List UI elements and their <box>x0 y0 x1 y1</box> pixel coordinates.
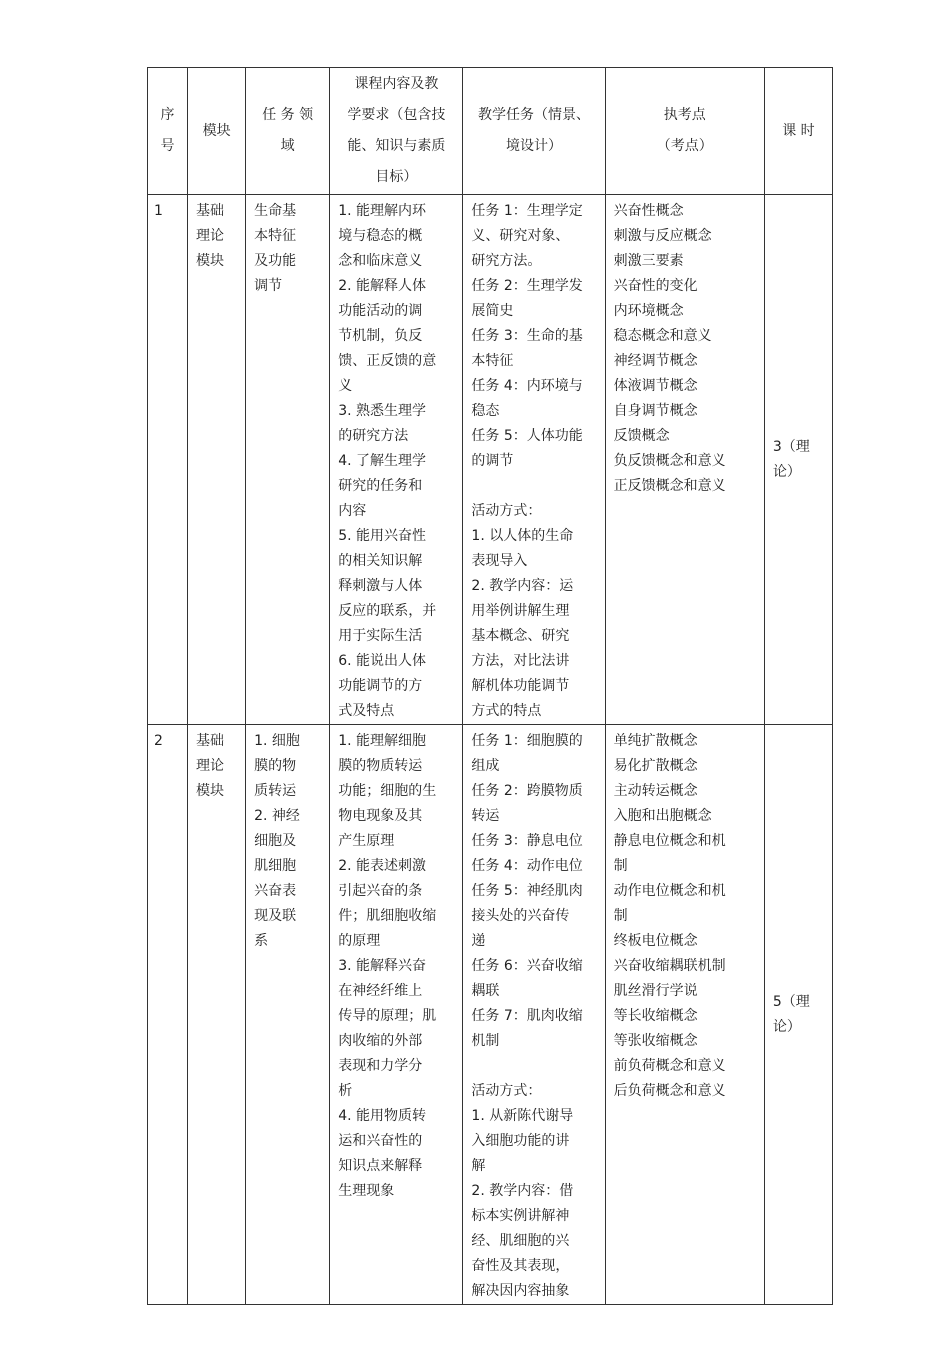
cell-line: 本特征 <box>471 353 514 369</box>
header-module <box>188 68 246 195</box>
cell-line: 任务 4：内环境与 <box>471 378 583 394</box>
cell-line: 质转运 <box>254 783 297 799</box>
cell-line: 用于实际生活 <box>338 628 423 644</box>
cell-line: 调节 <box>254 278 283 294</box>
cell-line: 6. 能说出人体 <box>338 653 427 669</box>
cell-line: 4. 能用物质转 <box>338 1108 427 1124</box>
cell-line: 基本概念、研究 <box>471 628 570 644</box>
cell-seq <box>148 725 188 1305</box>
cell-module <box>188 725 246 1305</box>
cell-line: 4. 了解生理学 <box>338 453 427 469</box>
cell-line: 易化扩散概念 <box>613 758 698 774</box>
cell-line: 耦联 <box>471 983 500 999</box>
cell-line: 生理现象 <box>338 1183 395 1199</box>
cell-line: 任务 3：生命的基 <box>471 328 583 344</box>
cell-line: 内容 <box>338 503 367 519</box>
cell-line: 1. 能理解内环 <box>338 203 427 219</box>
cell-line: 的研究方法 <box>338 428 409 444</box>
cell-line: 义 <box>338 378 353 394</box>
cell-line: 运和兴奋性的 <box>338 1133 423 1149</box>
cell-line: 理论 <box>196 228 225 244</box>
cell-line: 产生原理 <box>338 833 395 849</box>
cell-line: 号 <box>160 138 175 154</box>
cell-line: 前负荷概念和意义 <box>613 1058 726 1074</box>
cell-line: 解决因内容抽象 <box>471 1283 570 1299</box>
table-row <box>148 725 833 1305</box>
cell-line: 自身调节概念 <box>613 403 698 419</box>
cell-line: 系 <box>254 933 269 949</box>
cell-line: 研究方法。 <box>471 253 542 269</box>
cell-line <box>471 474 598 499</box>
cell-line: 终板电位概念 <box>613 933 698 949</box>
header-points <box>605 68 764 195</box>
cell-line: 兴奋表 <box>254 883 297 899</box>
cell-line: 兴奋收缩耦联机制 <box>613 958 726 974</box>
cell-line: 传导的原理；肌 <box>338 1008 437 1024</box>
cell-points <box>605 195 764 725</box>
header-domain <box>246 68 330 195</box>
cell-line: 内环境概念 <box>613 303 684 319</box>
cell-line: 标本实例讲解神 <box>471 1208 570 1224</box>
cell-line: 能、知识与素质 <box>347 138 446 154</box>
cell-task <box>463 195 605 725</box>
cell-line: 动作电位概念和机 <box>613 883 726 899</box>
cell-line: 刺激三要素 <box>613 253 684 269</box>
cell-line: 在神经纤维上 <box>338 983 423 999</box>
cell-line: 1. 以人体的生命 <box>471 528 574 544</box>
cell-line: 域 <box>280 138 295 154</box>
cell-line: 2. 能解释人体 <box>338 278 427 294</box>
header-row <box>148 68 833 195</box>
cell-task <box>463 725 605 1305</box>
cell-line: 任务 2：生理学发 <box>471 278 583 294</box>
cell-points <box>605 725 764 1305</box>
cell-line: 的调节 <box>471 453 514 469</box>
cell-line: 经、肌细胞的兴 <box>471 1233 570 1249</box>
cell-line: 任务 7：肌肉收缩 <box>471 1008 583 1024</box>
cell-line: 境设计） <box>506 138 563 154</box>
cell-line: 模块 <box>196 783 225 799</box>
cell-line: 等长收缩概念 <box>613 1008 698 1024</box>
cell-line: 活动方式： <box>471 503 542 519</box>
cell-line: 课 时 <box>782 122 815 139</box>
table-row <box>148 195 833 725</box>
cell-line: 序 <box>160 107 175 123</box>
header-content <box>330 68 463 195</box>
cell-line: 任务 5：神经肌肉 <box>471 883 583 899</box>
cell-line: 教学任务（情景、 <box>478 107 591 123</box>
cell-line: 3（理 <box>772 438 810 455</box>
cell-line: 单纯扩散概念 <box>613 733 698 749</box>
cell-line: 肉收缩的外部 <box>338 1033 423 1049</box>
cell-line: 5. 能用兴奋性 <box>338 528 427 544</box>
seq-number: 2 <box>154 733 163 749</box>
cell-line: 生命基 <box>254 203 297 219</box>
cell-line: 2. 教学内容：借 <box>471 1183 574 1199</box>
cell-line: 用举例讲解生理 <box>471 603 570 619</box>
cell-line: 式及特点 <box>338 703 395 719</box>
cell-line: 知识点来解释 <box>338 1158 423 1174</box>
cell-line: 论） <box>772 463 801 480</box>
cell-line: 义、研究对象、 <box>471 228 570 244</box>
cell-line: 正反馈概念和意义 <box>613 478 726 494</box>
cell-line: 2. 教学内容：运 <box>471 578 574 594</box>
cell-line: 引起兴奋的条 <box>338 883 423 899</box>
cell-hours <box>764 725 832 1305</box>
cell-line: 神经调节概念 <box>613 353 698 369</box>
cell-module <box>188 195 246 725</box>
cell-line: 后负荷概念和意义 <box>613 1083 726 1099</box>
cell-line: 机制 <box>471 1033 500 1049</box>
cell-line: 解 <box>471 1158 486 1174</box>
cell-line: 稳态 <box>471 403 500 419</box>
cell-line: 课程内容及教 <box>354 76 439 92</box>
cell-line: 兴奋性概念 <box>613 203 684 219</box>
cell-line: 模块 <box>202 122 231 139</box>
cell-line: 件；肌细胞收缩 <box>338 908 437 924</box>
cell-line: 入细胞功能的讲 <box>471 1133 570 1149</box>
cell-line: 念和临床意义 <box>338 253 423 269</box>
cell-line: 奋性及其表现， <box>471 1258 570 1274</box>
cell-line: 及功能 <box>254 253 297 269</box>
cell-line: 功能活动的调 <box>338 303 423 319</box>
cell-line: 功能；细胞的生 <box>338 783 437 799</box>
cell-line: 反馈概念 <box>613 428 670 444</box>
cell-line: 馈、正反馈的意 <box>338 353 437 369</box>
cell-line: 任务 4：动作电位 <box>471 858 583 874</box>
cell-line: 2. 能表述刺激 <box>338 858 427 874</box>
cell-line: 体液调节概念 <box>613 378 698 394</box>
cell-line: 1. 细胞 <box>254 733 300 749</box>
cell-line: 3. 熟悉生理学 <box>338 403 427 419</box>
curriculum-table <box>147 67 833 1305</box>
cell-line: 刺激与反应概念 <box>613 228 712 244</box>
cell-line: 境与稳态的概 <box>338 228 423 244</box>
cell-line: 展简史 <box>471 303 514 319</box>
cell-line: 细胞及 <box>254 833 297 849</box>
cell-line: 负反馈概念和意义 <box>613 453 726 469</box>
cell-line: 任 务 领 <box>262 107 314 123</box>
header-seq <box>148 68 188 195</box>
cell-line: 任务 5：人体功能 <box>471 428 583 444</box>
cell-domain <box>246 725 330 1305</box>
cell-line: 模块 <box>196 253 225 269</box>
cell-line: 节机制，负反 <box>338 328 423 344</box>
cell-line: 静息电位概念和机 <box>613 833 726 849</box>
cell-content <box>330 725 463 1305</box>
cell-line <box>471 1054 598 1079</box>
cell-line: 学要求（包含技 <box>347 107 446 123</box>
header-task <box>463 68 605 195</box>
cell-line: 转运 <box>471 808 500 824</box>
cell-seq <box>148 195 188 725</box>
cell-line: 基础 <box>196 733 225 749</box>
seq-number: 1 <box>154 203 163 219</box>
cell-line: 活动方式： <box>471 1083 542 1099</box>
cell-line: 表现导入 <box>471 553 528 569</box>
cell-line: 5（理 <box>772 993 810 1010</box>
cell-line: 任务 3：静息电位 <box>471 833 583 849</box>
cell-line: 任务 1：生理学定 <box>471 203 583 219</box>
cell-content <box>330 195 463 725</box>
cell-line: 目标） <box>375 169 418 185</box>
cell-line: 释刺激与人体 <box>338 578 423 594</box>
cell-line: 物电现象及其 <box>338 808 423 824</box>
cell-line: 肌丝滑行学说 <box>613 983 698 999</box>
cell-line: 稳态概念和意义 <box>613 328 712 344</box>
cell-line: 主动转运概念 <box>613 783 698 799</box>
cell-line: 理论 <box>196 758 225 774</box>
cell-line: 方式的特点 <box>471 703 542 719</box>
cell-line: 2. 神经 <box>254 808 300 824</box>
cell-line: 组成 <box>471 758 500 774</box>
cell-line: 任务 1：细胞膜的 <box>471 733 583 749</box>
cell-line: 的相关知识解 <box>338 553 423 569</box>
cell-hours <box>764 195 832 725</box>
cell-line: 接头处的兴奋传 <box>471 908 570 924</box>
cell-line: 方法，对比法讲 <box>471 653 570 669</box>
cell-line: 入胞和出胞概念 <box>613 808 712 824</box>
cell-line: 任务 2：跨膜物质 <box>471 783 583 799</box>
cell-line: 现及联 <box>254 908 297 924</box>
cell-line: （考点） <box>656 138 713 154</box>
cell-line: 膜的物质转运 <box>338 758 423 774</box>
cell-line: 功能调节的方 <box>338 678 423 694</box>
cell-line: 3. 能解释兴奋 <box>338 958 427 974</box>
cell-line: 反应的联系，并 <box>338 603 437 619</box>
cell-line: 递 <box>471 933 486 949</box>
cell-line: 制 <box>613 858 628 874</box>
cell-domain <box>246 195 330 725</box>
cell-line: 的原理 <box>338 933 381 949</box>
cell-line: 任务 6：兴奋收缩 <box>471 958 583 974</box>
header-hours <box>764 68 832 195</box>
cell-line: 膜的物 <box>254 758 297 774</box>
cell-line: 1. 能理解细胞 <box>338 733 427 749</box>
cell-line: 基础 <box>196 203 225 219</box>
cell-line: 析 <box>338 1083 353 1099</box>
cell-line: 论） <box>772 1018 801 1035</box>
cell-line: 表现和力学分 <box>338 1058 423 1074</box>
cell-line: 兴奋性的变化 <box>613 278 698 294</box>
cell-line: 研究的任务和 <box>338 478 423 494</box>
cell-line: 解机体功能调节 <box>471 678 570 694</box>
cell-line: 执考点 <box>663 107 706 123</box>
cell-line: 1. 从新陈代谢导 <box>471 1108 574 1124</box>
cell-line: 本特征 <box>254 228 297 244</box>
cell-line: 制 <box>613 908 628 924</box>
cell-line: 肌细胞 <box>254 858 297 874</box>
cell-line: 等张收缩概念 <box>613 1033 698 1049</box>
